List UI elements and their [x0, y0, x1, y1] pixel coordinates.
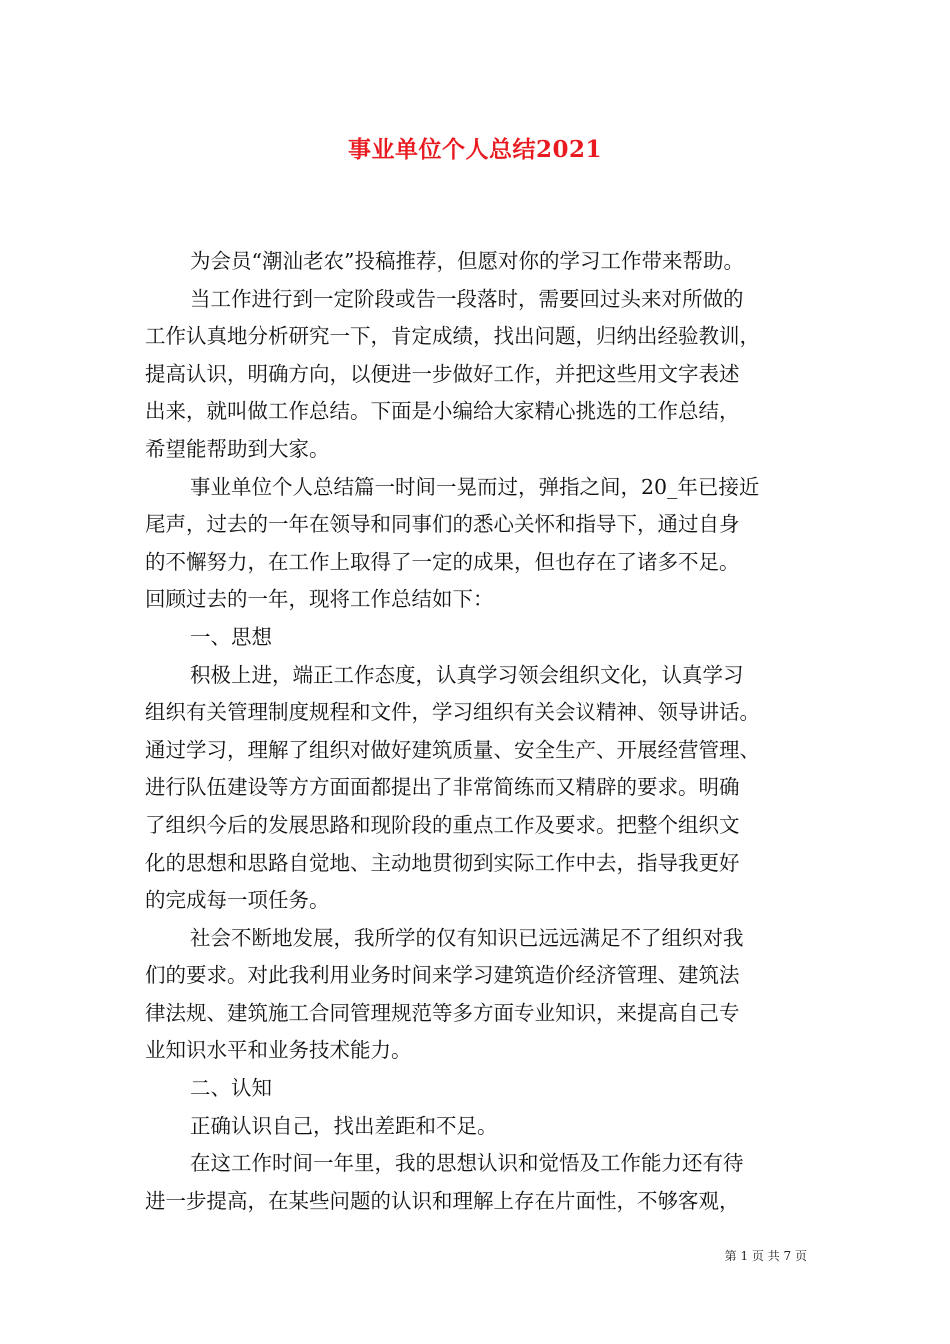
body-line: 了组织今后的发展思路和现阶段的重点工作及要求。把整个组织文 [145, 812, 740, 837]
body-line: 的完成每一项任务。 [145, 888, 330, 913]
body-line: 正确认识自己，找出差距和不足。 [190, 1113, 498, 1138]
document-body [145, 243, 815, 1220]
body-line: 工作认真地分析研究一下，肯定成绩，找出问题，归纳出经验教训， [145, 324, 760, 349]
body-line: 进一步提高，在某些问题的认识和理解上存在片面性，不够客观， [145, 1188, 740, 1213]
body-line: 在这工作时间一年里，我的思想认识和觉悟及工作能力还有待 [190, 1151, 744, 1176]
body-line: 希望能帮助到大家。 [145, 436, 330, 461]
body-line: 的不懈努力，在工作上取得了一定的成果，但也存在了诸多不足。 [145, 549, 740, 574]
body-line: 社会不断地发展，我所学的仅有知识已远远满足不了组织对我 [190, 925, 744, 950]
body-line: 当工作进行到一定阶段或告一段落时，需要回过头来对所做的 [190, 286, 744, 311]
body-line: 尾声，过去的一年在领导和同事们的悉心关怀和指导下，通过自身 [145, 512, 740, 537]
body-line: 回顾过去的一年，现将工作总结如下： [145, 587, 494, 612]
body-line: 律法规、建筑施工合同管理规范等多方面专业知识，来提高自己专 [145, 1000, 740, 1025]
body-line: 事业单位个人总结篇一时间一晃而过，弹指之间，20_年已接近 [190, 474, 760, 499]
page-number-footer: 第 1 页 共 7 页 [724, 1249, 807, 1263]
body-line: 出来，就叫做工作总结。下面是小编给大家精心挑选的工作总结， [145, 399, 740, 424]
body-line: 进行队伍建设等方方面面都提出了非常简练而又精辟的要求。明确 [145, 775, 740, 800]
body-line: 们的要求。对此我利用业务时间来学习建筑造价经济管理、建筑法 [145, 963, 740, 988]
body-line: 化的思想和思路自觉地、主动地贯彻到实际工作中去，指导我更好 [145, 850, 740, 875]
body-line: 为会员“潮汕老农”投稿推荐，但愿对你的学习工作带来帮助。 [190, 249, 744, 273]
body-line: 通过学习，理解了组织对做好建筑质量、安全生产、开展经营管理、 [145, 737, 760, 762]
body-line: 业知识水平和业务技术能力。 [145, 1038, 412, 1063]
section-heading: 二、认知 [190, 1076, 272, 1101]
body-line: 组织有关管理制度规程和文件，学习组织有关会议精神、领导讲话。 [145, 700, 760, 725]
document-title: 事业单位个人总结2021 [347, 136, 602, 163]
body-line: 提高认识，明确方向，以便进一步做好工作，并把这些用文字表述 [145, 361, 740, 386]
body-line: 积极上进，端正工作态度，认真学习领会组织文化，认真学习 [190, 662, 744, 687]
section-heading: 一、思想 [190, 624, 272, 649]
